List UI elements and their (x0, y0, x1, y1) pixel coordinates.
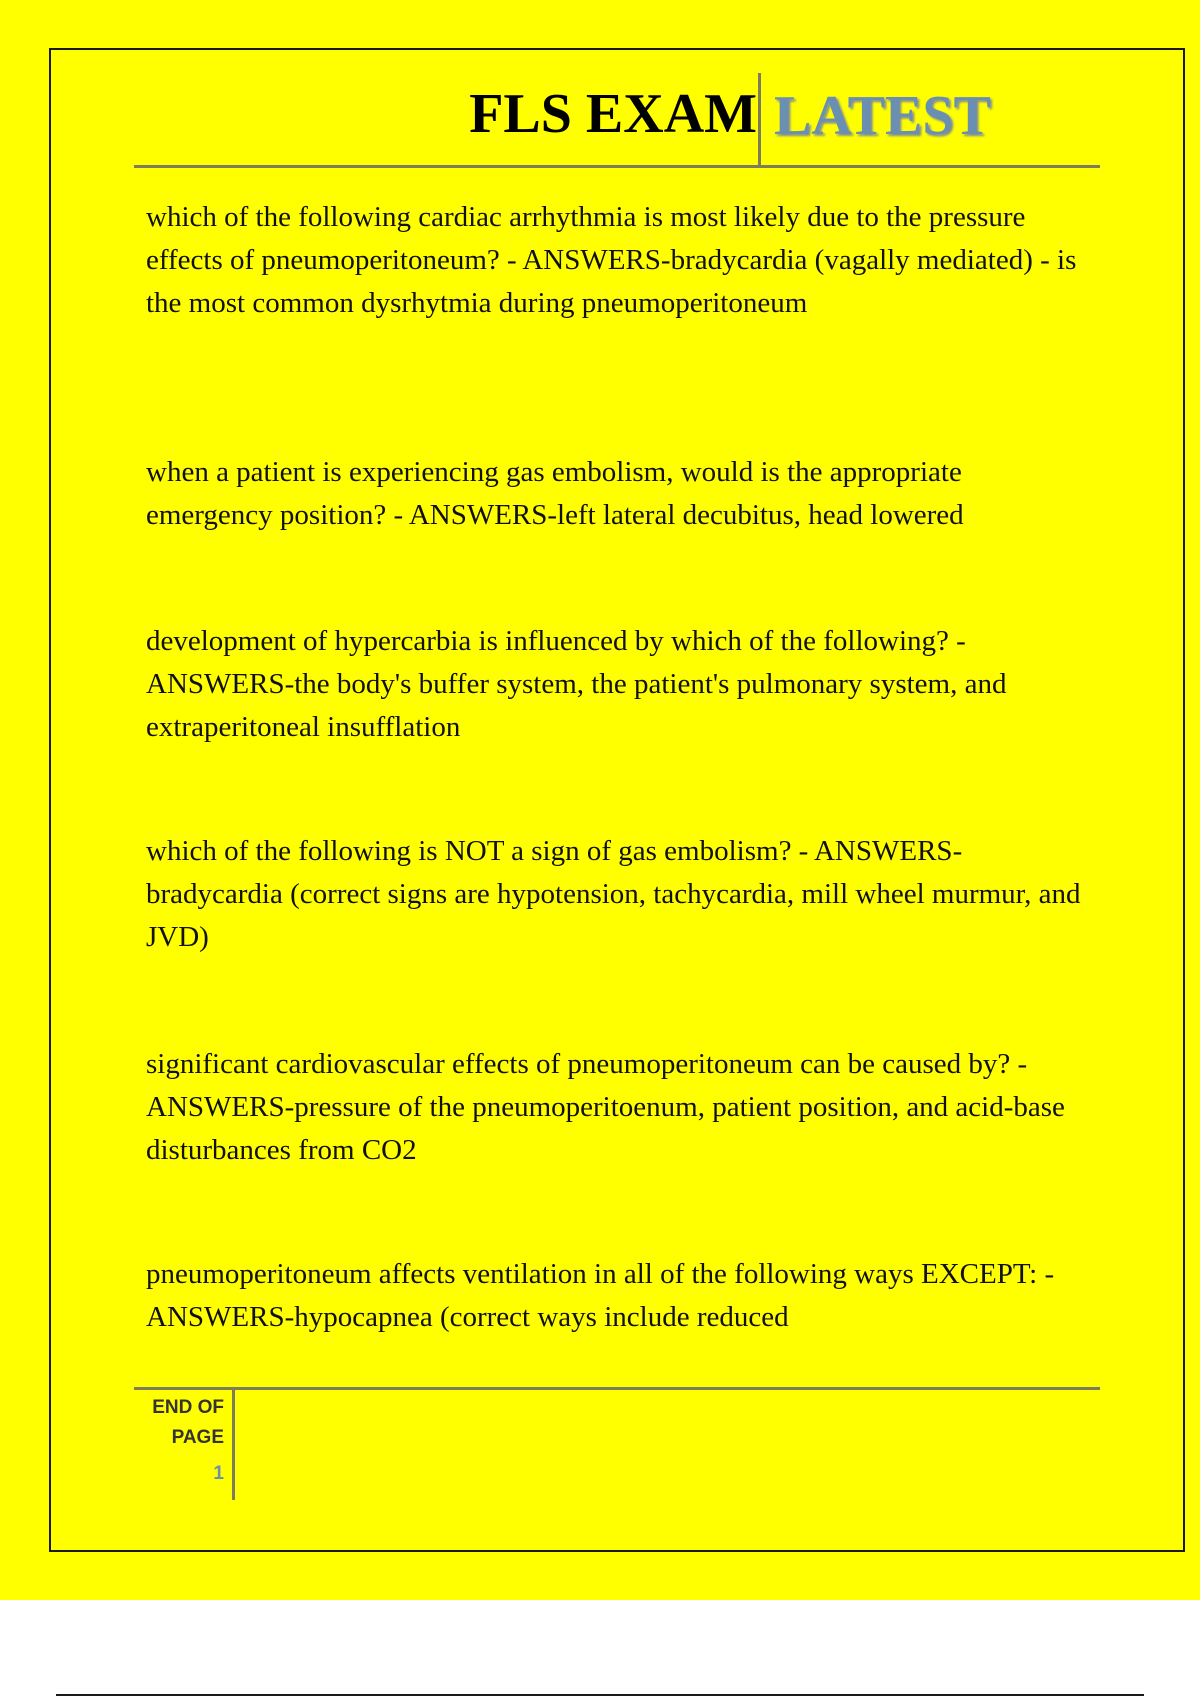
footer-rule (134, 1387, 1100, 1390)
page-subtitle: LATEST (774, 85, 991, 147)
question-item: when a patient is experiencing gas embolism, would is the appropriate emergency position? - ANSWERS-left lateral decubitus, head lowered (146, 456, 964, 531)
footer-divider (232, 1390, 235, 1500)
question-item: development of hypercarbia is influenced by which of the following? - ANSWERS-the body's buffer system, the patient's pulmonary system, and extraperitoneal insufflation (146, 625, 1007, 743)
page-header (134, 70, 1100, 168)
question-item: pneumoperitoneum affects ventilation in all of the following ways EXCEPT: - ANSWERS-hypocapnea (correct ways include reduced (146, 1258, 1055, 1333)
page-number: 1 (213, 1463, 224, 1484)
question-item: significant cardiovascular effects of pneumoperitoneum can be caused by? - ANSWERS-pressure of the pneumoperitoenum, patient position, and acid-base disturbances from CO2 (146, 1048, 1065, 1166)
question-item: which of the following cardiac arrhythmia is most likely due to the pressure effects of pneumoperitoneum? - ANSWERS-bradycardia (vagally mediated) - is the most common dysrhytmia during pneumoperitoneum (146, 201, 1077, 319)
question-item: which of the following is NOT a sign of gas embolism? - ANSWERS-bradycardia (correct signs are hypotension, tachycardia, mill wheel murmur, and JVD) (146, 835, 1081, 953)
footer-label: END OF PAGE (152, 1397, 224, 1448)
page-title: FLS EXAM (469, 83, 757, 145)
bottom-rule (56, 1694, 1144, 1696)
header-divider (758, 73, 761, 168)
